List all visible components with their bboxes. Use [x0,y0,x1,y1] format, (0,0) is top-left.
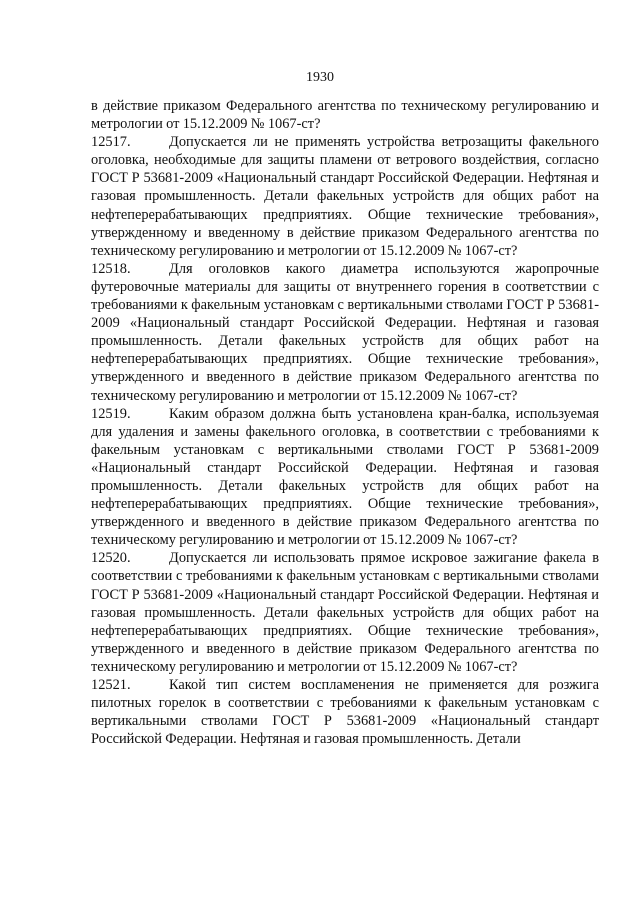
page-number: 1930 [306,70,334,85]
question-text: Для оголовков какого диаметра используются жаропрочные футеровочные материалы для защиты от внутреннего горения в соответствии с требованиями к факельным установкам с вертикальными стволами ГОСТ Р 53681-2009 «Национальный стандарт Российской Федерации. Нефтяная и газовая промышленность. Детали факельных устройств для общих работ на нефтеперерабатывающих предприятиях. Общие технические требования», утвержденного и введенного в действие приказом Федерального агентства по техническому регулированию и метрологии от 15.12.2009 № 1067-ст? [91,260,599,404]
question-12517 [91,133,599,260]
question-text: Какой тип систем воспламенения не применяется для розжига пилотных горелок в соответствии с требованиями к факельным установкам с вертикальными стволами ГОСТ Р 53681-2009 «Национальный стандарт Российской Федерации. Нефтяная и газовая промышленность. Детали [91,677,599,748]
question-number: 12519. [91,405,131,422]
question-number: 12520. [91,550,131,567]
question-12519 [91,405,599,550]
question-text: Допускается ли использовать прямое искровое зажигание факела в соответствии с требованиями к факельным установкам с вертикальными стволами ГОСТ Р 53681-2009 «Национальный стандарт Российской Федерации. Нефтяная и газовая промышленность. Детали факельных устройств для общих работ на нефтеперерабатывающих предприятиях. Общие технические требования», утвержденного и введенного в действие приказом Федерального агентства по техническому регулированию и метрологии от 15.12.2009 № 1067-ст? [91,550,599,675]
question-number: 12517. [91,134,131,151]
document-body [91,97,599,748]
question-text: Каким образом должна быть установлена кран-балка, используемая для удаления и замены факельного оголовка, в соответствии с требованиями к факельным установкам с вертикальными стволами ГОСТ Р 53681-2009 «Национальный стандарт Российской Федерации. Нефтяная и газовая промышленность. Детали факельных устройств для общих работ на нефтеперерабатывающих предприятиях. Общие технические требования», утвержденного и введенного в действие приказом Федерального агентства по техническому регулированию и метрологии от 15.12.2009 № 1067-ст? [91,405,599,549]
question-12518 [91,260,599,405]
question-12521 [91,676,599,748]
question-number: 12521. [91,677,131,693]
question-text: Допускается ли не применять устройства ветрозащиты факельного оголовка, необходимые для защиты пламени от ветрового воздействия, согласно ГОСТ Р 53681-2009 «Национальный стандарт Российской Федерации. Нефтяная и газовая промышленность. Детали факельных устройств для общих работ на нефтеперерабатывающих предприятиях. Общие технические требования», утвержденному и введенному в действие приказом Федерального агентства по техническому регулированию и метрологии от 15.12.2009 № 1067-ст? [91,134,599,259]
question-12520 [91,549,599,676]
paragraph-continuation [91,97,599,133]
paragraph-text: в действие приказом Федерального агентства по техническому регулированию и метрологии от 15.12.2009 № 1067-ст? [91,98,599,133]
question-number: 12518. [91,260,131,277]
